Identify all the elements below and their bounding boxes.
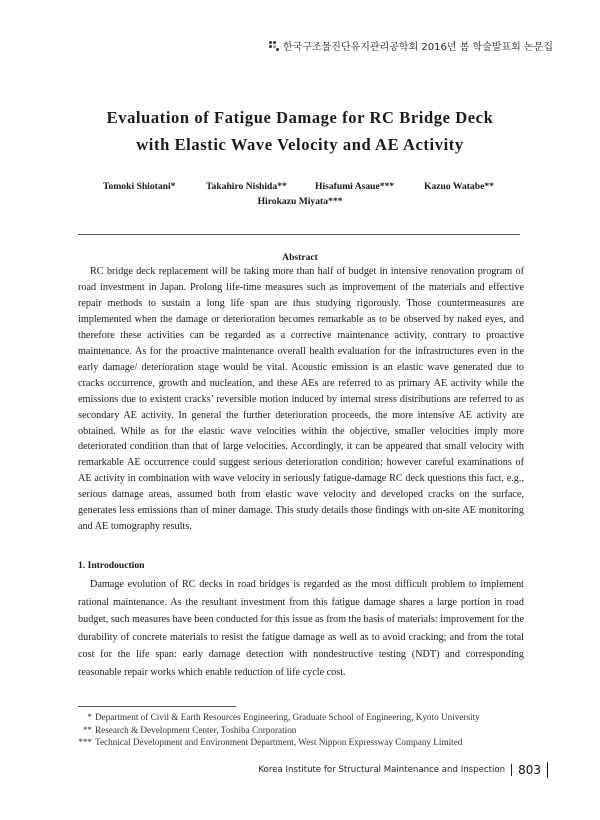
proceedings-logo-icon (269, 41, 279, 51)
footnote-affiliation (78, 724, 480, 737)
footnote-text: Department of Civil & Earth Resources Engineering, Graduate School of Engineering, Kyoto University (95, 712, 480, 722)
footnote-list (78, 711, 480, 749)
proceedings-header-text: 한국구조물진단유지관리공학회 2016년 봄 학술발표회 논문집 (282, 42, 553, 53)
footnote-mark: ** (82, 724, 92, 735)
footnote-mark: * (87, 712, 92, 722)
author-name: Hirokazu Miyata*** (257, 196, 343, 207)
introduction-body: Damage evolution of RC decks in road bridges is regarded as the most difficult problem to implement rational maintenance. As the resultant investment from this fatigue damage shares a large portion in road budget, such measures have been conducted for this issue as from the basis of materials: improvement for the durability of concrete materials to resist the fatigue damage as well as to avoid cracking; and from the total cost for the life span: early damage detection with nondestructive testing (NDT) and corresponding reasonable repair works which enable reduction of life cycle cost. (78, 579, 524, 678)
page-footer (258, 762, 548, 778)
title-divider (78, 234, 520, 235)
author-name: Tomoki Shiotani* (103, 181, 176, 192)
footnote-affiliation (78, 711, 480, 724)
page-number: 803 (518, 763, 541, 777)
paper-title (0, 104, 600, 158)
author-name: Kazuo Watabe** (424, 181, 494, 192)
section-heading-introduction: 1. Introdouction (78, 560, 145, 571)
paper-title-line-1: Evaluation of Fatigue Damage for RC Bridge Deck (106, 108, 494, 127)
author-name: Hisafumi Asaue*** (315, 181, 395, 192)
proceedings-header (269, 38, 553, 53)
footer-institution: Korea Institute for Structural Maintenance and Inspection (258, 765, 506, 775)
footnote-divider (78, 706, 236, 707)
footer-edge-bar (547, 762, 548, 778)
abstract-body: RC bridge deck replacement will be taking more than half of budget in intensive renovation program of road investment in Japan. Prolong life-time measures such as improvement of the materials and effective repair methods to sustain a long life span are thus studying rigorously. Those countermeasures are implemented when the damage or deterioration becomes remarkable as to be observed by naked eyes, and therefore these activities can be regarded as a corrective maintenance activity, contrary to proactive maintenance. As for the proactive maintenance overall health evaluation for the infrastructures even in the early damage/ deterioration stage would be vital. Acoustic emission is an elastic wave generated due to cracks occurrence, growth and nucleation, and these AEs are referred to as primary AE activity while the emissions due to existent cracks’ reversible motion induced by internal stress distributions are referred to as secondary AE activity. In general the further deterioration proceeds, the more intensive AE activity are obtained. While as for the elastic wave velocities within the objective, smaller velocities imply more deteriorated condition than that of large velocities. Accordingly, it can be appeared that small velocity with remarkable AE occurrence could suggest serious deterioration condition; however careful examinations of AE activity in combination with wave velocity in seriously fatigue-damage RC deck questions this fact, e.g., serious damage areas, assumed both from elastic wave velocity and developed cracks on the surface, generates less emissions than of miner damage. This study details those findings with on-site AE monitoring and AE tomography results. (78, 266, 524, 533)
footnote-text: Technical Development and Environment Department, West Nippon Expressway Company Limited (95, 737, 463, 747)
footer-separator (511, 764, 512, 776)
footnote-text: Research & Development Center, Toshiba Corporation (95, 724, 297, 735)
abstract-heading: Abstract (282, 252, 318, 263)
footnote-affiliation (78, 736, 480, 749)
footnote-mark: *** (78, 737, 92, 747)
author-name: Takahiro Nishida** (206, 181, 287, 192)
paper-title-line-2: with Elastic Wave Velocity and AE Activity (136, 135, 464, 154)
